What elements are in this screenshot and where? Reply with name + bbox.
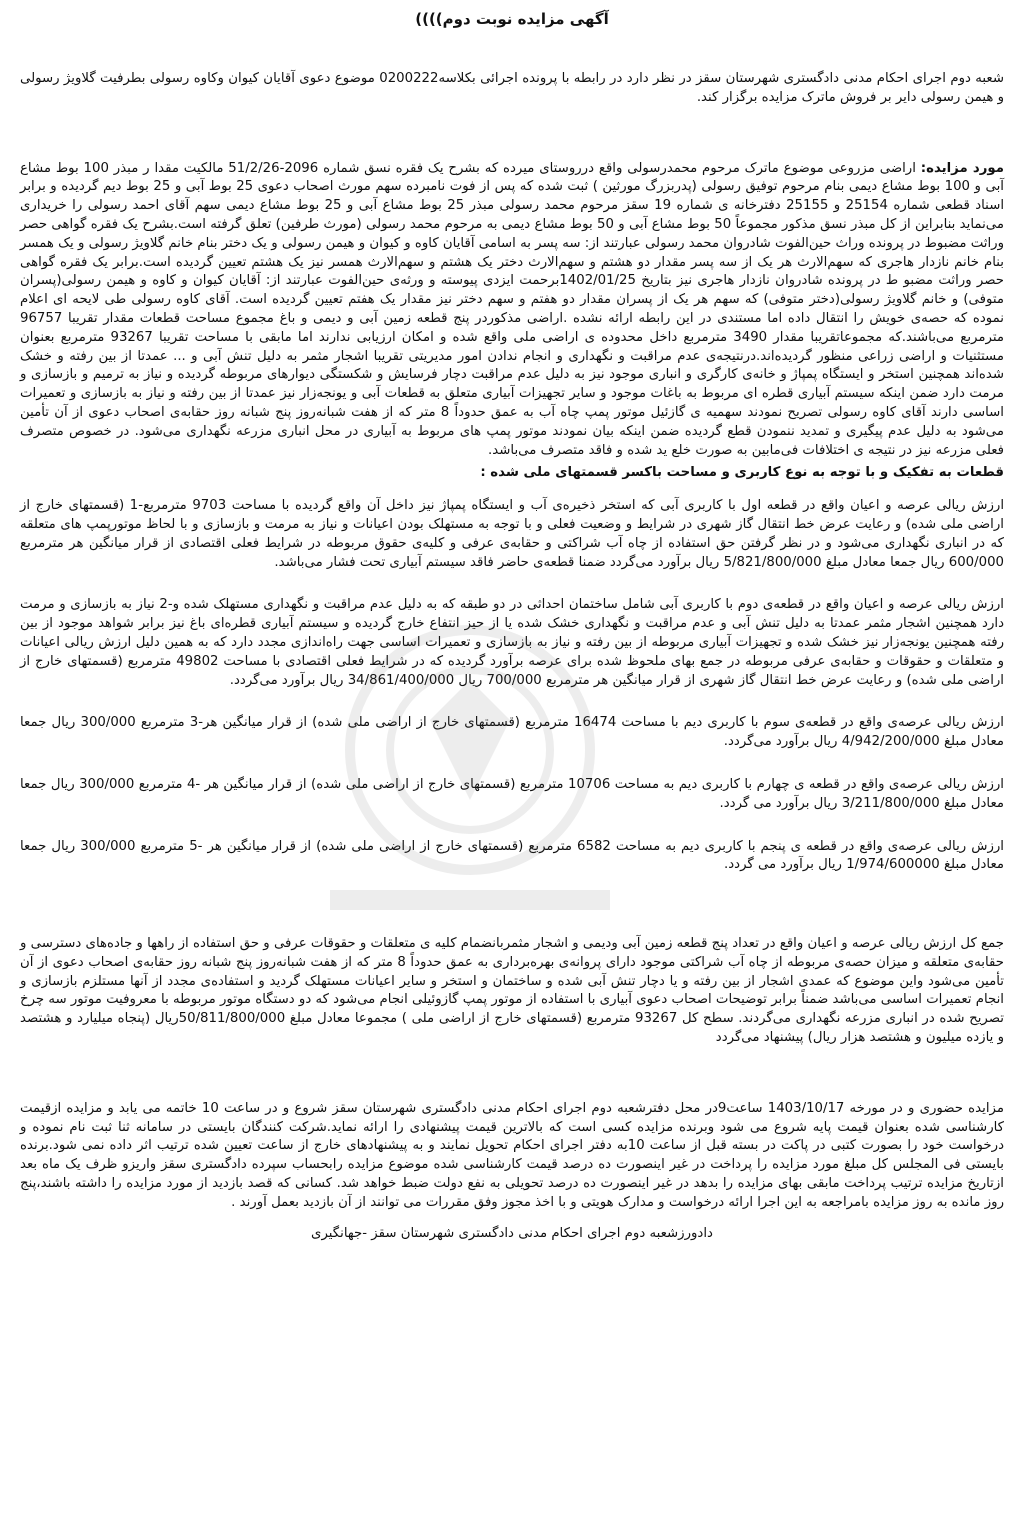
auction-subject-text: اراضی مزروعی موضوع ماترک مرحوم محمدرسولی واقع درروستای میرده که بشرح یک فقره نسق شماره 2096-51/2/26 مالکیت مقدا ر مبذر 100 بوط مشاع آبی و 100 بوط مشاع دیمی بنام مرحوم توفیق رسولی (پدربزرگ مورثین ) ثبت شده که پس از فوت نامبرده سهم مورث اصحاب دعوی 25 بوط آبی و 25 بوط دیم گردیده و برابر اسناد قطعی شماره 25154 و 25155 دفترخانه ی شماره 19 سقز مرحوم محمد رسولی مبذر 25 بوط مشاع آبی و 25 بوط مشاع دیمی سهم آقای احمد رسولی را خریداری می‌نماید بنابراین از کل مبذر نسق مذکور مجموعاً 50 بوط مشاع آبی و 50 بوط مشاع دیمی به مرحوم محمد رسولی (مورث طرفین) تعلق گرفته است.بشرح یک فقره گواهی حصر وراثت مضبوط در پرونده وراث حین‌الفوت شادروان محمد رسولی عبارتند از: سه پسر به اسامی آقایان کاوه و کیوان و هیمن رسولی و یک دختر بنام خانم گلاویژ رسولی و یک همسر بنام خانم نازدار هاجری که سهم‌الارث هر یک از سه پسر مقدار دو هشتم و سهم‌الارث دختر یک هشتم و سهم‌الارث همسر نیز یک هشتم تعیین گردیده است.برابر یک فقره گواهی حصر وراثت مضبو ط در پرونده شادروان نازدار هاجری نیز بتاریخ 1402/01/25برحمت ایزدی پیوسته و ورثه‌ی حین‌الفوت عبارتند از: آقایان کیوان و کاوه و هیمن رسولی(پسران متوفی) و خانم گلاویژ رسولی(دختر متوفی) که سهم هر یک از پسران مقدار دو هفتم و سهم دختر نیز مقدار یک هفتم تعیین گردیده است. آقای کاوه رسولی طی لایحه ای اعلام نموده که حصه‌ی خویش را انتقال داده اما مستندی در این رابطه ارائه نشده .اراضی مذکوردر پنج قطعه زمین آبی و دیمی و باغ مجموع مساحت قطعات مقدار تقریبا 96757 مترمربع می‌باشند.که مجموعاتقریبا مقدار 3490 مترمربع داخل محدوده ی اراضی ملی واقع شده و امکان ارزیابی ندارند اما مابقی با مساحت تقریبا 93267 مترمربع بعنوان مستثنیات و اراضی زراعی منظور گردیده‌اند.درنتیجه‌ی عدم مراقبت و نگهداری و انجام ندادن امور مدیریتی تقریبا اشجار مثمر به دلیل تنش آبی و ... عمدتا از بین رفته و خشک شده‌اند همچنین استخر و ایستگاه پمپاژ و خانه‌ی کارگری و انباری موجود نیز به دلیل عدم مراقبت دچار فرسایش و شکستگی دیوارهای مربوطه گردیده و نیاز به ترمیم و بازسازی و مرمت دارد ضمن اینکه سیستم آبیاری قطره ای مربوط به باغات موجود و سایر تجهیزات آبیاری متعلق به قطعات آبی و یونجه‌زار نیز عمدتا از بین رفته و نیاز به بازسازی و تعمیرات اساسی دارند آقای کاوه رسولی تصریح نمودند سهمیه ی گازئیل موتور پمپ چاه آب به عمق حدوداً 8 متر که از هفت شبانه‌روز پنج شبانه روز حقابه‌ی اصحاب دعوی از آن تأمین می‌شود به دلیل عدم پیگیری و تمدید ننمودن قطع گردیده ضمن اینکه بیان نمودند موتور پمپ های مربوط به آبیاری در محل انباری مزرعه نگهداری می‌شود. در خصوص متصرف فعلی مزرعه نیز در نتیجه ی اختلافات فی‌مابین به صورت خلع ید شده و فاقد متصرف می‌باشد. xyxy=(20,160,1005,458)
parcel-item-4: ارزش ریالی عرصه‌ی واقع در قطعه ی چهارم با کاربری دیم به مساحت 10706 مترمربع (قسمتهای خارج از اراضی ملی شده) از قرار میانگین هر -4 مترمربع 300/000 ریال جمعا معادل مبلغ 3/211/800/000 ریال برآورد می گردد. xyxy=(20,776,1004,811)
auction-terms-paragraph: مزایده حضوری و در مورخه 1403/10/17 ساعت9در محل دفترشعبه دوم اجرای احکام مدنی دادگستری شهرستان سقز شروع و در ساعت 10 خاتمه می یابد و مزایده ازقیمت کارشناسی شده بعنوان قیمت پایه شروع می شود وبرنده مزایده کسی است که بالاترین قیمت پیشنهادی را ارائه نماید.شرکت کنندگان بایستی در سامانه ثنا ثبت نام نموده و درخواست خود را بصورت کتبی در پاکت در بسته قبل از ساعت 10به دفتر اجرای احکام تحویل نمایند و به پیشنهادهای خارج از ساعت تعیین شده ترتیب اثر داده نمی شود.برنده بایستی فی المجلس کل مبلغ مورد مزایده را پرداخت در غیر اینصورت ده درصد قیمت کارشناسی شده موضوع مزایده رابحساب سپرده دادگستری سقز واریزو ظرف یک ماه بعد ازتاریخ مزایده ترتیب پرداخت مابقی بهای مزایده را بدهد در غیر اینصورت ده درصد تحویلی به نفع دولت ضبط خواهد شد. کسانی که قصد بازدید از مورد مزایده را داشته باشند،پنج روز مانده به روز مزایده بامراجعه به این اجرا ارائه درخواست و مدارک هویتی و با اخذ مجوز وفق مقررات می توانند از آن بازدید بعمل آورند . xyxy=(20,1100,1004,1210)
signature-line: دادورزشعبه دوم اجرای احکام مدنی دادگستری شهرستان سقز -جهانگیری xyxy=(311,1225,713,1241)
notice-title: آگهی مزایده نوبت دوم)))) xyxy=(415,10,609,28)
auction-subject-paragraph xyxy=(20,160,1004,461)
parcel-item-3: ارزش ریالی عرصه‌ی واقع در قطعه‌ی سوم با کاربری دیم با مساحت 16474 مترمربع (قسمتهای خارج از اراضی ملی شده) از قرار میانگین هر-3 مترمربع 300/000 ریال جمعا معادل مبلغ 4/942/200/000 ریال برآورد می‌گردد. xyxy=(20,715,1004,750)
parcel-item-1: ارزش ریالی عرصه و اعیان واقع در قطعه اول با کاربری آبی که استخر ذخیره‌ی آب و ایستگاه پمپاژ نیز داخل آن واقع گردیده با مساحت 9703 مترمربع-1 (قسمتهای خارج از اراضی ملی شده) و رعایت عرض خط انتقال گاز شهری در شرایط و وضعیت فعلی و با توجه به مستهلک بودن اعیانات و نیاز به مرمت و بازسازی و با لحاظ موتورپمپ های متعلقه که در انباری نگهداری می‌شود و در نظر گرفتن حق استفاده از چاه آب شراکتی و حقابه‌ی عرفی و کلیه‌ی حقوق مربوطه در شرایط فعلی اقتصادی از قرار میانگین هر مترمربع 600/000 ریال جمعا معادل مبلغ 5/821/800/000 ریال برآورد می‌گردد ضمنا قطعه‌ی حاضر فاقد سیستم آبیاری تحت فشار می‌باشد. xyxy=(20,498,1005,570)
parcel-item-2: ارزش ریالی عرصه و اعیان واقع در قطعه‌ی دوم با کاربری آبی شامل ساختمان احداثی در دو طبقه که به دلیل عدم مراقبت و نگهداری مستهلک شده و-2 نیاز به بازسازی و مرمت دارد همچنین اشجار مثمر عمدتا به دلیل تنش آبی و عدم مراقبت و نگهداری خشک شده یا از حیز انتفاع خارج گردیده و سیستم آبیاری قطره‌ای باغ نیز برابر شواهد موجود از بین رفته همچنین یونجه‌زار نیز خشک شده و تجهیزات آبیاری مربوطه از بین رفته و نیاز به بازسازی و تعمیرات اساسی جهت راه‌اندازی مجدد دارد که به همین دلیل ارزش ریالی اعیانات و متعلقات و حقوقات و حقابه‌ی عرفی مربوطه در جمع بهای ملحوظ شده برای عرصه برآورد گردیده که در شرایط فعلی اقتصادی با مساحت 49802 مترمربع (قسمتهای خارج از اراضی ملی شده) و رعایت عرض خط انتقال گاز شهری از قرار میانگین هر مترمربع 700/000 ریال 34/861/400/000 ریال برآورد می‌گردد. xyxy=(20,597,1004,688)
auction-subject-label: مورد مزایده: xyxy=(920,160,1004,176)
parcel-item-5: ارزش ریالی عرصه‌ی واقع در قطعه ی پنجم با کاربری دیم به مساحت 6582 مترمربع (قسمتهای خارج از اراضی ملی شده) از قرار میانگین هر -5 مترمربع 300/000 ریال جمعا معادل مبلغ 1/974/600000 ریال برآورد می گردد. xyxy=(20,838,1004,873)
intro-paragraph: شعبه دوم اجرای احکام مدنی دادگستری شهرستان سقز در نظر دارد در رابطه با پرونده اجرائی بکلاسه0200222 موضوع دعوی آقایان کیوان وکاوه رسولی بطرفیت گلاویژ رسولی و هیمن رسولی دایر بر فروش ماترک مزایده برگزار کند. xyxy=(20,71,1004,105)
parcels-section-heading: قطعات به تفکیک و با توجه به نوع کاربری و مساحت باکسر قسمتهای ملی شده : xyxy=(480,465,1004,481)
total-value-paragraph: جمع کل ارزش ریالی عرصه و اعیان واقع در تعداد پنج قطعه زمین آبی ودیمی و اشجار مثمربانضمام کلیه ی متعلقات و حقوقات عرفی و حق استفاده از راهها و جاده‌های دسترسی و حقابه‌ی متعلقه و میزان حصه‌ی مربوطه از چاه آب شراکتی موجود دارای پروانه‌ی بهره‌برداری به عمق حدوداً 8 متر که از هفت شبانه‌روز پنج شبانه روز حقابه‌ی اصحاب دعوی از آن تأمین می‌شود واین موضوع که عمدی اشجار از بین رفته و یا دچار تنش آبی شده و ساختمان و استخر و سایر اعیانات مستهلک گردید و استفاده‌ی مجدد از آنها مستلزم بازسازی و انجام تعمیرات اساسی می‌باشد ضمناً برابر توضیحات اصحاب دعوی آبیاری با استفاده از موتور پمپ گازوئیلی انجام می‌شود که دو دستگاه موتور مربوطه با معروفیت موتور سه چرخ تصریح شده در انباری مزرعه نگهداری می‌گردند. سطح کل 93267 مترمربع (قسمتهای خارج از اراضی ملی ) مجموعا معادل مبلغ 50/811/800/000ریال (پنجاه میلیارد و هشتصد و یازده میلیون و هشتصد هزار ریال) پیشنهاد می‌گردد xyxy=(20,936,1004,1046)
